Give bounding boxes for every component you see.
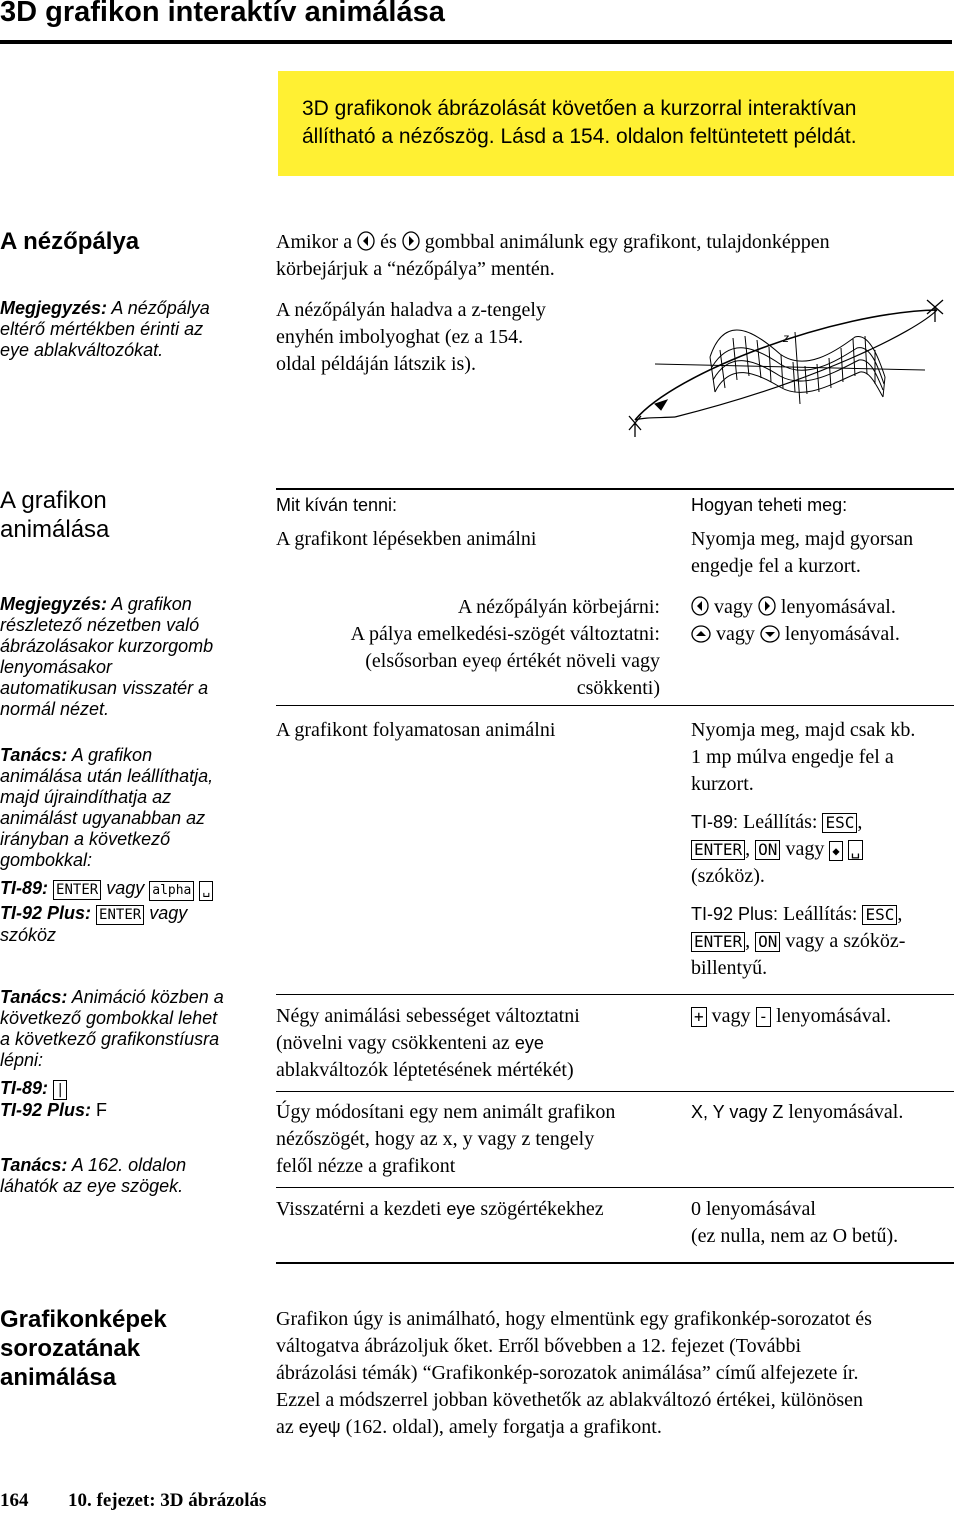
table-row — [691, 526, 913, 580]
tip-line: Animáció közben a — [71, 987, 224, 1007]
cell-line: Nyomja meg, majd gyorsan — [691, 528, 914, 550]
para-text: oldal példáján látszik is). — [276, 353, 476, 375]
page-number: 164 — [0, 1490, 29, 1511]
table-row — [691, 717, 915, 982]
para-grafikonkepek — [276, 1306, 872, 1441]
tip-text: vagy — [149, 903, 188, 923]
cell-line: felől nézze a grafikont — [276, 1155, 456, 1177]
plus-key: + — [691, 1007, 707, 1027]
cell-line: Nyomja meg, majd csak kb. — [691, 719, 916, 741]
minus-key: - — [756, 1007, 772, 1027]
note-label: Megjegyzés: — [0, 594, 108, 614]
on-key: ON — [755, 840, 780, 860]
cell-text: szögértékekhez — [480, 1198, 604, 1220]
ti92-label: TI-92 Plus: — [691, 904, 779, 924]
table-row-rule — [276, 1187, 954, 1188]
table-row — [691, 1003, 891, 1030]
table-row-rule — [276, 705, 954, 706]
note-line: eye ablakváltozókat. — [0, 340, 164, 360]
ti89-label: TI-89: — [0, 878, 49, 898]
chapter-footer: 10. fejezet: 3D ábrázolás — [68, 1490, 267, 1511]
cell-text: eye — [514, 1033, 544, 1053]
viewing-orbit-figure — [615, 292, 955, 442]
alpha-key: alpha — [149, 881, 194, 901]
cell-line: A pálya emelkedési-szögét változtatni: — [350, 623, 660, 645]
right-arrow-key-icon — [758, 596, 776, 616]
note-line: lenyomásakor — [0, 657, 113, 677]
cell-text: eye — [446, 1199, 476, 1219]
space-key: ␣ — [848, 840, 864, 860]
note-line: normál nézet. — [0, 699, 110, 719]
banner-line-1: 3D grafikonok ábrázolását követően a kurzorral interaktívan — [302, 97, 857, 120]
note-animalas — [0, 594, 270, 720]
table-subrow — [276, 594, 660, 702]
para-text: és — [380, 231, 397, 253]
cell-text: vagy — [714, 596, 753, 618]
table-row — [276, 1099, 615, 1180]
tip-graph-style — [0, 987, 270, 1121]
cell-line: engedje fel a kurzort. — [691, 555, 861, 577]
tip-text: vagy — [106, 878, 145, 898]
cell-text: , — [745, 930, 751, 952]
tip-line: majd újraindíthatja az — [0, 787, 172, 807]
para-text: eyeψ — [298, 1417, 341, 1437]
tip-line: animálása után leállíthatja, — [0, 766, 214, 786]
enter-key: ENTER — [691, 932, 745, 952]
enter-key: ENTER — [96, 905, 144, 925]
cell-text: Leállítás: — [743, 811, 818, 833]
note-line: részletező nézetben való — [0, 615, 200, 635]
table-row — [691, 1099, 903, 1126]
tip-line: A 162. oldalon — [71, 1155, 187, 1175]
cell-text: lenyomásával. — [780, 596, 896, 618]
heading-line: animálása — [0, 1364, 117, 1391]
heading-line: A grafikon — [0, 487, 107, 514]
table-row: A grafikont lépésekben animálni — [276, 528, 537, 550]
cell-line: (elsősorban eyeφ értékét növeli vagy — [365, 650, 660, 672]
table-row: A grafikont folyamatosan animálni — [276, 719, 556, 741]
enter-key: ENTER — [53, 880, 101, 900]
tip-line: láhatók az eye szögek. — [0, 1176, 184, 1196]
section-heading-grafikonkepek — [0, 1305, 167, 1392]
on-key: ON — [755, 932, 780, 952]
tip-label: Tanács: — [0, 745, 68, 765]
cell-line: Négy animálási sebességet változtatni — [276, 1005, 580, 1027]
cell-line: 1 mp múlva engedje fel a — [691, 746, 894, 768]
table-row — [276, 1196, 604, 1223]
note-line: eltérő mértékben érinti az — [0, 319, 204, 339]
cell-text: lenyomásával. — [776, 1005, 892, 1027]
tip-line: animálást ugyanabban az — [0, 808, 206, 828]
enter-key: ENTER — [691, 840, 745, 860]
title-rule — [0, 40, 952, 44]
para-text: enyhén imbolyoghat (ez a 154. — [276, 326, 524, 348]
cell-text: , — [857, 811, 863, 833]
note-label: Megjegyzés: — [0, 298, 108, 318]
banner-line-2: állítható a nézőszög. Lásd a 154. oldalon feltüntetett példát. — [302, 125, 857, 148]
cell-text: lenyomásával. — [784, 623, 900, 645]
cell-line: Úgy módosítani egy nem animált grafikon — [276, 1101, 616, 1123]
cell-text: Leállítás: — [783, 903, 858, 925]
table-row-rule — [276, 994, 954, 995]
cell-line: (szóköz). — [691, 865, 765, 887]
table-top-rule — [276, 488, 954, 490]
tip-line: A grafikon — [71, 745, 153, 765]
section-heading-nezopalya: A nézőpálya — [0, 228, 140, 255]
para-line: Grafikon úgy is animálható, hogy elmentünk egy grafikonkép-sorozatot és — [276, 1308, 872, 1330]
table-header-what: Mit kíván tenni: — [276, 495, 398, 515]
cell-text: Visszatérni a kezdeti — [276, 1198, 442, 1220]
tip-restart — [0, 745, 270, 946]
note-nezopalya — [0, 298, 270, 361]
tip-line: irányban a következő — [0, 829, 171, 849]
page-title: 3D grafikon interaktív animálása — [0, 0, 445, 28]
tip-text: szóköz — [0, 925, 57, 945]
tip-eye-angles — [0, 1155, 270, 1197]
cell-text: vagy — [711, 1005, 751, 1027]
cell-text: , — [897, 903, 903, 925]
cell-text: vagy — [785, 838, 825, 860]
space-key: ␣ — [199, 881, 213, 901]
cell-line: csökkenti) — [576, 677, 660, 699]
section-heading-animalas — [0, 486, 109, 544]
note-line: ábrázolásakor kurzorgomb — [0, 636, 214, 656]
table-row — [691, 1196, 898, 1250]
table-row-rule — [276, 1091, 954, 1092]
note-line: automatikusan visszatér a — [0, 678, 209, 698]
esc-key: ESC — [822, 813, 857, 833]
f-key-text: F — [96, 1100, 108, 1120]
right-arrow-key-icon — [402, 231, 420, 251]
para-nezopalya-2 — [276, 297, 546, 378]
heading-line: sorozatának — [0, 1335, 141, 1362]
highlight-banner — [278, 71, 954, 176]
cell-line: A nézőpályán körbejárni: — [457, 596, 660, 618]
cell-text: vagy a szóköz- — [785, 930, 906, 952]
table-subrow-how — [691, 594, 900, 648]
para-text: (162. oldal), amely forgatja a grafikont. — [345, 1416, 662, 1438]
ti89-label: TI-89: — [691, 812, 739, 832]
esc-key: ESC — [862, 905, 897, 925]
left-arrow-key-icon — [357, 231, 375, 251]
cell-line: ablakváltozók léptetésének mértékét) — [276, 1059, 574, 1081]
tip-line: a következő grafikonstíusra — [0, 1029, 220, 1049]
left-arrow-key-icon — [691, 596, 709, 616]
up-arrow-key-icon — [691, 625, 711, 643]
cell-line: 0 lenyomásával — [691, 1198, 816, 1220]
para-text: Amikor a — [276, 231, 353, 253]
cell-text: (növelni vagy csökkenteni az — [276, 1032, 510, 1054]
tip-line: gombokkal: — [0, 850, 93, 870]
cell-text: vagy — [716, 623, 755, 645]
para-line: váltogatva ábrázoljuk őket. Erről bővebben a 12. fejezet (További — [276, 1335, 802, 1357]
cell-line: (ez nulla, nem az O betű). — [691, 1225, 899, 1247]
cell-text: lenyomásával. — [788, 1101, 904, 1123]
note-line: A nézőpálya — [111, 298, 210, 318]
para-line: Ezzel a módszerrel jobban követhetők az ablakváltozó értékei, különösen — [276, 1389, 863, 1411]
para-text: gombbal animálunk egy grafikont, tulajdonképpen — [424, 231, 830, 253]
tip-line: lépni: — [0, 1050, 44, 1070]
cell-text: X, Y vagy Z — [691, 1102, 784, 1122]
cell-line: kurzort. — [691, 773, 754, 795]
cell-line: billentyű. — [691, 957, 768, 979]
note-line: A grafikon — [111, 594, 192, 614]
cell-line: nézőszögét, hogy az x, y vagy z tengely — [276, 1128, 595, 1150]
ti89-label: TI-89: — [0, 1078, 49, 1098]
heading-line: animálása — [0, 516, 110, 543]
para-line: ábrázolási témák) “Grafikonkép-sorozatok animálása” című alfejezete ír. — [276, 1362, 859, 1384]
tip-line: következő gombokkal lehet — [0, 1008, 218, 1028]
para-text: az — [276, 1416, 294, 1438]
ti92-label: TI-92 Plus: — [0, 903, 92, 923]
diamond-key: ◆ — [829, 841, 842, 861]
table-row — [276, 1003, 580, 1084]
tip-label: Tanács: — [0, 1155, 68, 1175]
para-text: körbejárjuk a “nézőpálya” mentén. — [276, 258, 555, 280]
cell-text: , — [745, 838, 751, 860]
bar-key: | — [53, 1080, 67, 1100]
down-arrow-key-icon — [760, 625, 780, 643]
para-nezopalya-1 — [276, 229, 830, 283]
tip-label: Tanács: — [0, 987, 68, 1007]
table-bottom-rule — [276, 1262, 954, 1264]
table-header-how: Hogyan teheti meg: — [691, 495, 848, 515]
ti92-label: TI-92 Plus: — [0, 1100, 92, 1120]
heading-line: Grafikonképek — [0, 1306, 167, 1333]
z-axis-label: z — [783, 331, 789, 345]
para-text: A nézőpályán haladva a z-tengely — [276, 299, 546, 321]
